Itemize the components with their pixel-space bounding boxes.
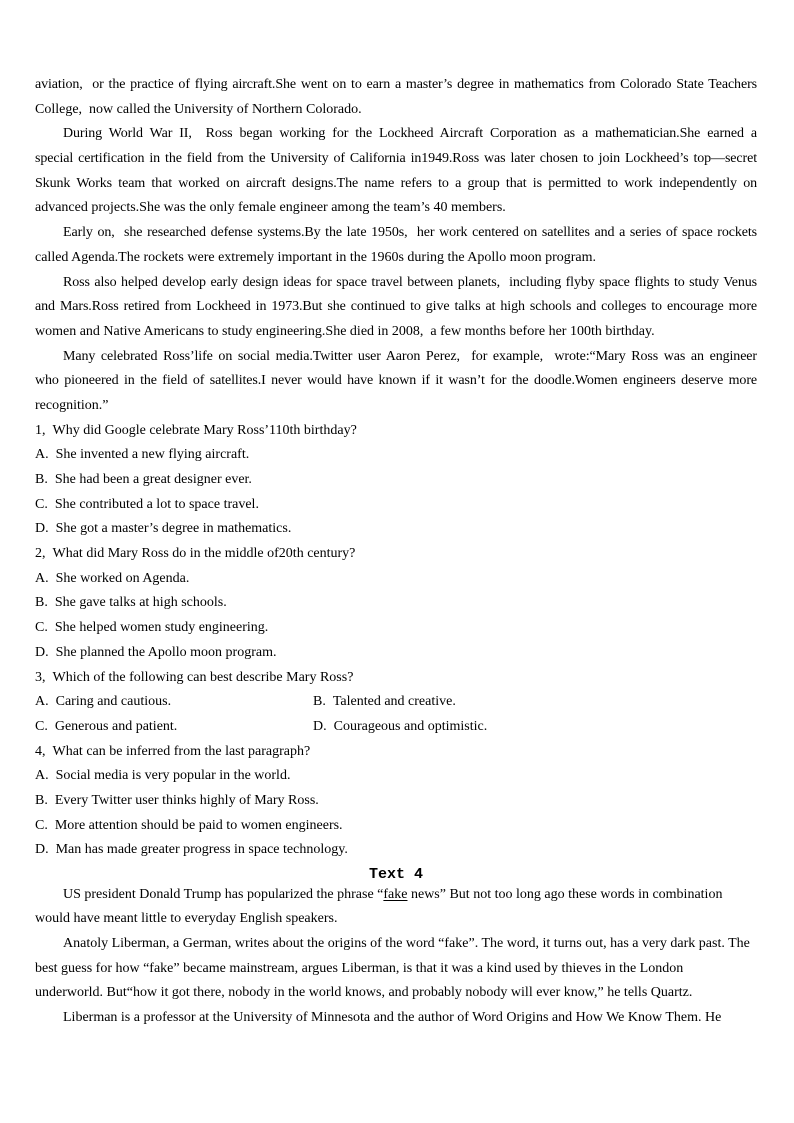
- passage4-line: underworld. But“how it got there, nobody in the world knows, and probably nobody will ever know,” he tells Quartz.: [35, 985, 693, 1001]
- passage3-line: aviation, or the practice of flying aircraft.She went on to earn a master’s degree in mathematics from Colorado State Teachers: [35, 77, 757, 92]
- option-2c: C. She helped women study engineering.: [35, 620, 269, 636]
- option-2d: D. She planned the Apollo moon program.: [35, 644, 277, 660]
- passage3-line: Many celebrated Ross’life on social media.Twitter user Aaron Perez, for example, wrote:“Mary Ross was an engineer: [63, 348, 757, 364]
- section-heading-text4: Text 4: [368, 866, 423, 883]
- option-2a: A. She worked on Agenda.: [35, 570, 190, 586]
- option-4b: B. Every Twitter user thinks highly of Mary Ross.: [35, 792, 319, 808]
- option-row: [35, 690, 757, 715]
- passage4-line: best guess for how “fake” became mainstream, argues Liberman, is that it was a kind used by thieves in the London: [35, 960, 684, 976]
- passage4-line: Liberman is a professor at the University of Minnesota and the author of Word Origins and How We Know Them. He: [63, 1010, 722, 1026]
- question-2: 2, What did Mary Ross do in the middle of20th century?: [35, 546, 356, 562]
- underlined-word-fake: fake: [383, 886, 408, 902]
- option-1d: D. She got a master’s degree in mathematics.: [35, 521, 292, 537]
- passage3-line: recognition.”: [35, 397, 109, 413]
- option-1b: B. She had been a great designer ever.: [35, 472, 252, 487]
- option-4d: D. Man has made greater progress in space technology.: [35, 842, 348, 858]
- option-3a: A. Caring and cautious.: [35, 694, 172, 710]
- passage3-line: Skunk Works team that worked on aircraft designs.The name refers to a group that is permitted to work independently on: [35, 175, 757, 191]
- option-row: [35, 715, 757, 740]
- passage3-line: During World War II, Ross began working for the Lockheed Aircraft Corporation as a mathematician.She earned a: [63, 126, 757, 142]
- passage3-line: Early on, she researched defense systems.By the late 1950s, her work centered on satellites and a series of space rockets: [63, 225, 757, 241]
- passage4-line: would have meant little to everyday English speakers.: [35, 911, 338, 927]
- passage3-line: special certification in the field from the University of California in1949.Ross was later chosen to join Lockheed’s top—secret: [35, 151, 757, 167]
- passage3-line: College, now called the University of Northern Colorado.: [35, 101, 362, 117]
- passage4-line: [35, 883, 757, 908]
- option-3b: B. Talented and creative.: [313, 694, 456, 710]
- option-2b: B. She gave talks at high schools.: [35, 595, 227, 611]
- option-3d: D. Courageous and optimistic.: [313, 718, 488, 734]
- question-1: 1, Why did Google celebrate Mary Ross’110th birthday?: [35, 422, 357, 438]
- option-1a: A. She invented a new flying aircraft.: [35, 447, 250, 463]
- option-3c: C. Generous and patient.: [35, 718, 178, 734]
- passage3-line: Ross also helped develop early design ideas for space travel between planets, including flyby space flights to study Venus: [63, 274, 757, 290]
- passage3-line: women and Native Americans to study engineering.She died in 2008, a few months before her 100th birthday.: [35, 323, 655, 339]
- passage3-line: who pioneered in the field of satellites.I never would have known if it wasn’t for the doodle.Women engineers deserve more: [35, 373, 757, 389]
- passage4-line: Anatoly Liberman, a German, writes about the origins of the word “fake”. The word, it turns out, has a very dark past. The: [63, 936, 750, 952]
- passage3-line: and Mars.Ross retired from Lockheed in 1973.But she continued to give talks at high schools and colleges to encourage more: [35, 299, 757, 315]
- passage3-line: advanced projects.She was the only female engineer among the team’s 40 members.: [35, 200, 506, 216]
- passage3-line: called Agenda.The rockets were extremely important in the 1960s during the Apollo moon program.: [35, 249, 597, 265]
- question-4: 4, What can be inferred from the last paragraph?: [35, 743, 311, 759]
- question-3: 3, Which of the following can best describe Mary Ross?: [35, 669, 354, 685]
- phrase-before-fake: US president Donald Trump has popularized the phrase “: [63, 886, 384, 902]
- option-4a: A. Social media is very popular in the world.: [35, 768, 291, 784]
- option-4c: C. More attention should be paid to women engineers.: [35, 817, 343, 833]
- phrase-after-fake: news” But not too long ago these words in combination: [407, 886, 723, 902]
- option-1c: C. She contributed a lot to space travel.: [35, 496, 259, 512]
